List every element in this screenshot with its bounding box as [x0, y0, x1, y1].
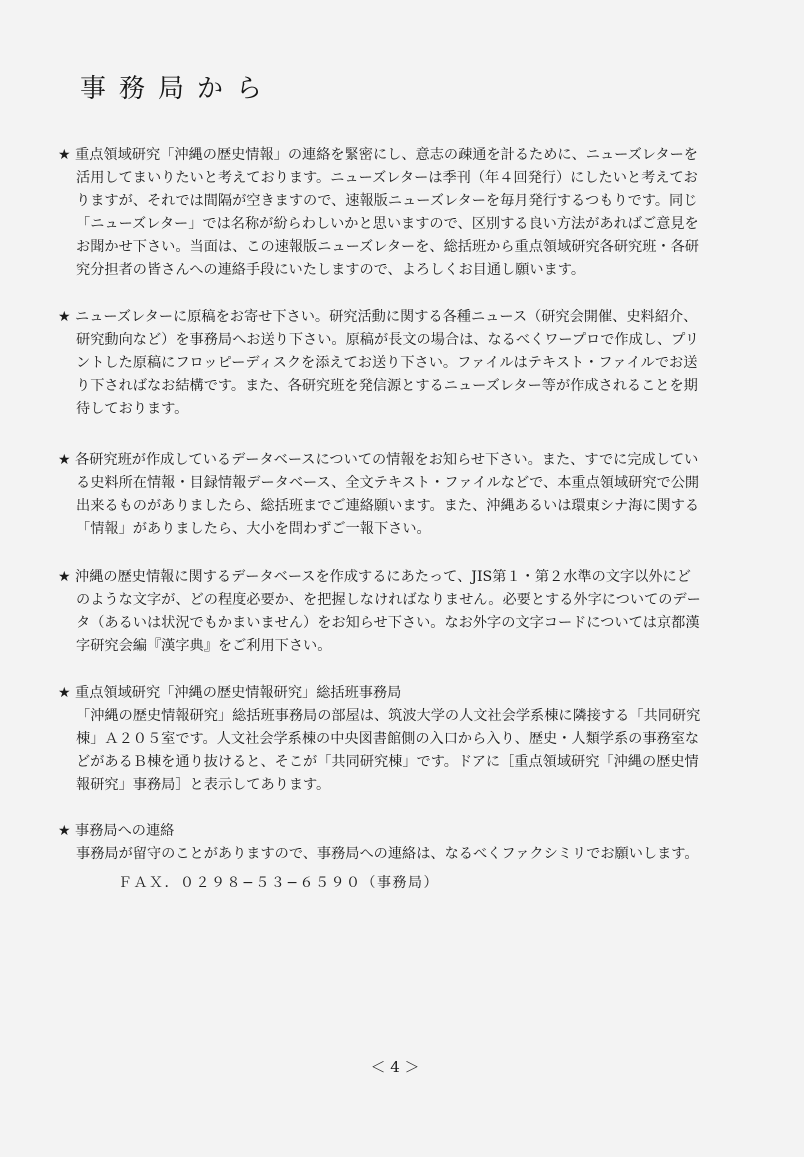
paragraph-line: のような文字が、どの程度必要か、を把握しなければなりません。必要とする外字についてのデー [76, 592, 701, 608]
page-title: 事務局から [80, 74, 276, 104]
paragraph-line: タ（あるいは状況でもかまいません）をお知らせ下さい。なお外字の文字コードについては京都漢 [76, 615, 700, 631]
paragraph-line: りますが、それでは間隔が空きますので、速報版ニューズレターを毎月発行するつもりです。同じ [76, 193, 698, 209]
paragraph-line: 「情報」がありましたら、大小を問わずご一報下さい。 [76, 521, 431, 537]
paragraph-line: 研究動向など）を事務局へお送り下さい。原稿が長文の場合は、なるべくワープロで作成し、プリ [76, 332, 699, 348]
paragraph-line: る史料所在情報・目録情報データベース、全文テキスト・ファイルなどで、本重点領域研究で公開 [76, 475, 700, 491]
paragraph-line: ントした原稿にフロッピーディスクを添えてお送り下さい。ファイルはテキスト・ファイルでお送 [76, 355, 698, 371]
section-heading: ★ 事務局への連絡 [58, 820, 758, 843]
star-icon: ★ [58, 685, 71, 701]
paragraph-line: 「沖縄の歴史情報研究」総括班事務局の部屋は、筑波大学の人文社会学系棟に隣接する「共同研究 [76, 708, 701, 724]
section-databases [58, 449, 758, 541]
page-number: ＜ 4 ＞ [370, 1058, 420, 1076]
star-icon: ★ [58, 823, 71, 839]
paragraph-line: 待しております。 [76, 401, 189, 417]
section-heading: ★ 重点領域研究「沖縄の歴史情報」の連絡を緊密にし、意志の疎通を計るために、ニューズレターを [58, 144, 758, 167]
section-heading: ★ ニューズレターに原稿をお寄せ下さい。研究活動に関する各種ニュース（研究会開催、史料紹介、 [58, 306, 758, 329]
paragraph-line: り下さればなお結構です。また、各研究班を発信源とするニューズレター等が作成されることを期 [76, 378, 698, 394]
paragraph-line: 「ニューズレター」では名称が紛らわしいかと思いますので、区別する良い方法があればご意見を [76, 216, 699, 232]
star-icon: ★ [58, 309, 71, 325]
fax-number: ＦＡＸ．０２９８−５３−６５９０（事務局） [118, 875, 439, 891]
paragraph-line: 活用してまいりたいと考えております。ニューズレターは季刊（年４回発行）にしたいと考えてお [76, 170, 698, 186]
section-heading: ★ 沖縄の歴史情報に関するデータベースを作成するにあたって、JIS第１・第２水準の文字以外にど [58, 566, 758, 589]
paragraph-line: 字研究会編『漢字典』をご利用下さい。 [76, 638, 332, 654]
star-icon: ★ [58, 452, 71, 468]
section-characters [58, 566, 758, 658]
paragraph-line: 究分担者の皆さんへの連絡手段にいたしますので、よろしくお目通し願います。 [76, 262, 586, 278]
star-icon: ★ [58, 147, 71, 163]
paragraph-line: 出来るものがありましたら、総括班までご連絡願います。また、沖縄あるいは環東シナ海に関する [76, 498, 700, 514]
section-contact [58, 820, 758, 866]
section-submissions [58, 306, 758, 421]
paragraph-line: 事務局が留守のことがありますので、事務局への連絡は、なるべくファクシミリでお願いします。 [76, 846, 699, 862]
section-heading: ★ 重点領域研究「沖縄の歴史情報研究」総括班事務局 [58, 682, 758, 705]
section-heading: ★ 各研究班が作成しているデータベースについての情報をお知らせ下さい。また、すでに完成してい [58, 449, 758, 472]
star-icon: ★ [58, 569, 71, 585]
paragraph-line: 報研究」事務局］と表示してあります。 [76, 777, 331, 793]
section-newsletter [58, 144, 758, 282]
section-office [58, 682, 758, 797]
paragraph-line: どがあるＢ棟を通り抜けると、そこが「共同研究棟」です。ドアに［重点領域研究「沖縄の歴史情 [76, 754, 699, 770]
paragraph-line: 棟」Ａ２０５室です。人文社会学系棟の中央図書館側の入口から入り、歴史・人類学系の事務室な [76, 731, 700, 747]
paragraph-line: お聞かせ下さい。当面は、この速報版ニューズレターを、総括班から重点領域研究各研究班・各研 [76, 239, 699, 255]
